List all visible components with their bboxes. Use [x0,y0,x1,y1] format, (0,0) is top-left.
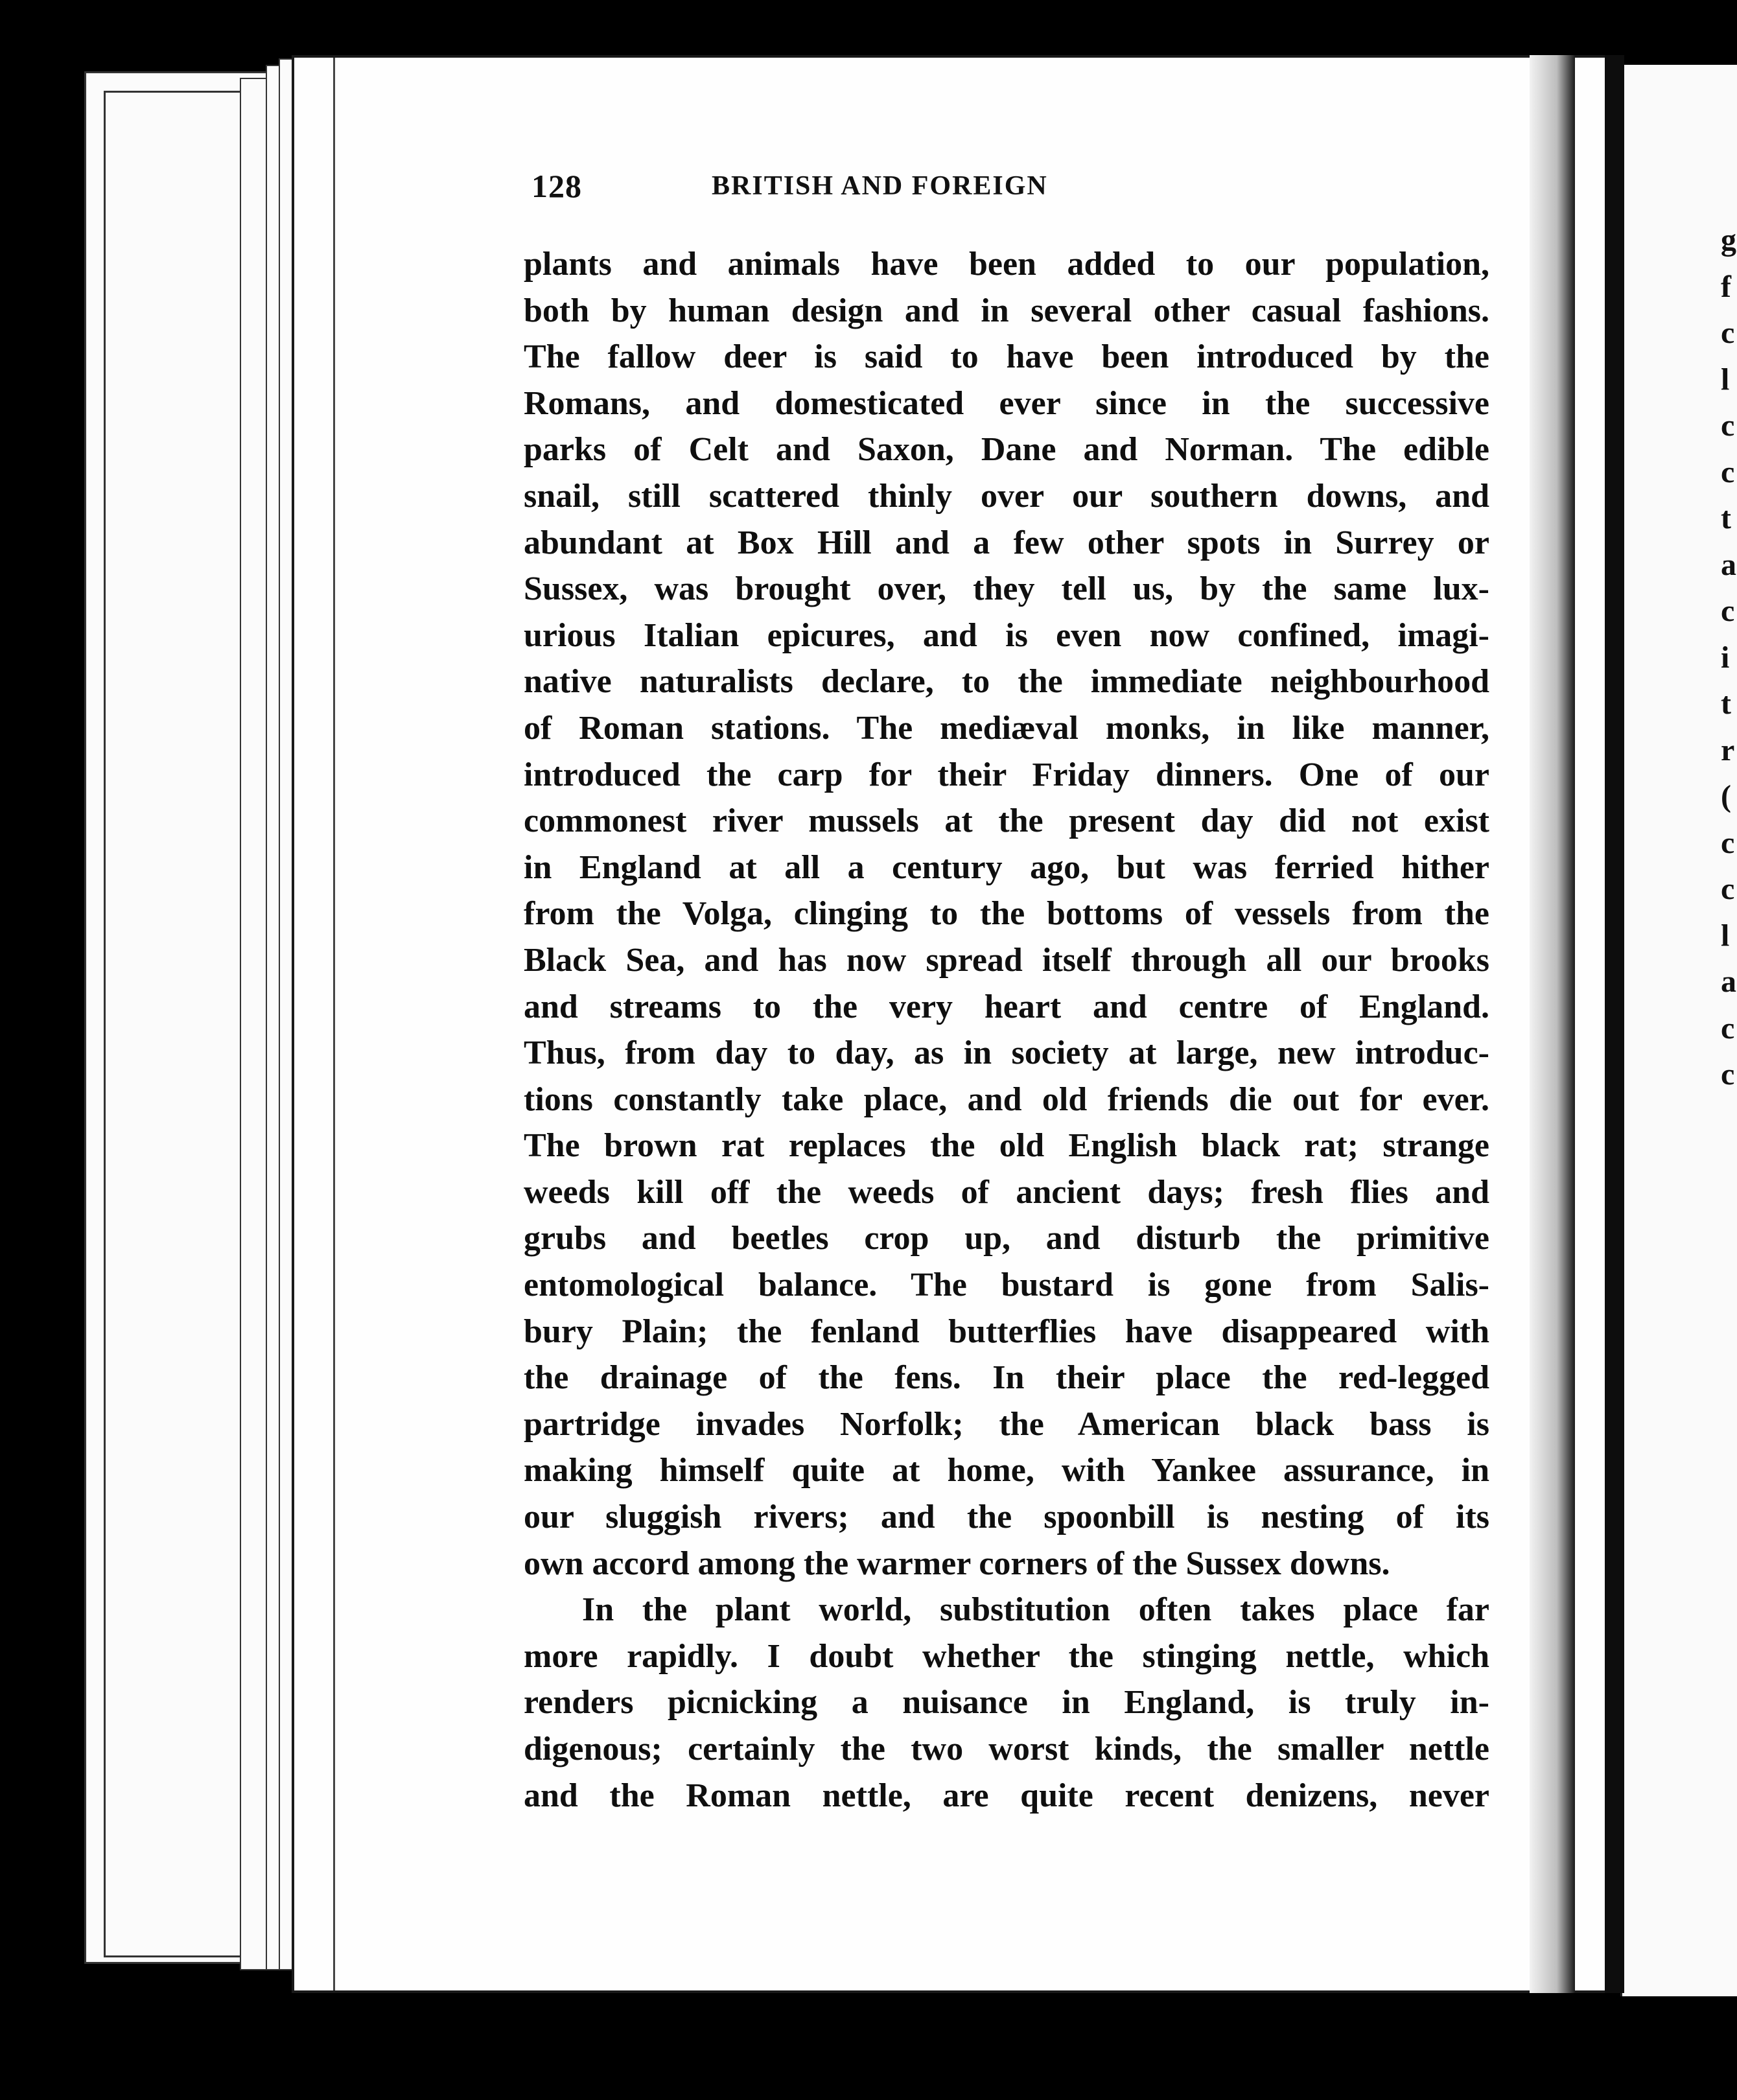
adjacent-page-letters [1721,217,1737,1098]
adjacent-page-letter: c [1721,316,1735,350]
text-line: in England at all a century ago, but was ferried hither [524,848,1489,886]
text-line: own accord among the warmer corners of the Sussex downs. [524,1545,1390,1582]
paragraph [524,241,1489,1587]
page-gutter-shadow [1530,55,1575,1993]
adjacent-page-letter: t [1721,501,1731,535]
text-line: and streams to the very heart and centre of England. [524,988,1489,1025]
adjacent-page [1620,65,1737,1996]
adjacent-page-letter: a [1721,547,1736,582]
text-line: digenous; certainly the two worst kinds, the smaller nettle [524,1731,1489,1768]
adjacent-page-letter: c [1721,872,1735,906]
text-line: commonest river mussels at the present day did not exist [524,802,1489,840]
text-line: tions constantly take place, and old friends die out for ever. [524,1080,1489,1118]
text-line: parks of Celt and Saxon, Dane and Norman. The edible [524,431,1489,469]
text-line: our sluggish rivers; and the spoonbill is nesting of its [524,1499,1489,1536]
text-line: snail, still scattered thinly over our southern downs, and [524,477,1489,515]
text-line: the drainage of the fens. In their place the red-legged [524,1359,1489,1397]
text-line: Romans, and domesticated ever since in the successive [524,384,1489,422]
text-line: making himself quite at home, with Yankee assurance, in [524,1452,1489,1489]
paragraph [524,1587,1489,1819]
adjacent-page-letter: c [1721,825,1735,860]
binding-crease [1605,55,1624,1993]
text-line: more rapidly. I doubt whether the stinging nettle, which [524,1637,1489,1675]
text-line: of Roman stations. The mediæval monks, in like manner, [524,709,1489,747]
text-line: The fallow deer is said to have been introduced by the [524,338,1489,376]
adjacent-page-letter: g [1721,223,1736,257]
adjacent-page-letter: c [1721,454,1735,489]
text-line: entomological balance. The bustard is gone from Salis- [524,1266,1489,1304]
text-line: both by human design and in several other casual fashions. [524,292,1489,329]
adjacent-page-letter: a [1721,964,1736,999]
text-line: from the Volga, clinging to the bottoms of vessels from the [524,895,1489,933]
adjacent-page-letter: f [1721,269,1731,304]
running-head [531,163,1212,209]
text-line: and the Roman nettle, are quite recent denizens, never [524,1777,1489,1814]
page-number: 128 [531,168,582,204]
body-text [524,241,1489,1819]
adjacent-page-letter: c [1721,408,1735,443]
text-line: grubs and beetles crop up, and disturb the primitive [524,1220,1489,1257]
text-line: native naturalists declare, to the immediate neighbourhood [524,663,1489,701]
text-line: Sussex, was brought over, they tell us, by the same lux- [524,570,1489,608]
adjacent-page-letter: i [1721,640,1730,675]
adjacent-page-letter: r [1721,732,1735,767]
text-line: bury Plain; the fenland butterflies have disappeared with [524,1312,1489,1350]
adjacent-page-letter: l [1721,918,1730,953]
text-line: urious Italian epicures, and is even now confined, imagi- [524,616,1489,654]
text-line: introduced the carp for their Friday dinners. One of our [524,756,1489,793]
adjacent-page-letter: l [1721,362,1730,397]
text-line: plants and animals have been added to our population, [524,246,1489,283]
adjacent-page-letter: ( [1721,779,1731,813]
text-line: weeds kill off the weeds of ancient days; fresh flies and [524,1173,1489,1211]
text-line: renders picnicking a nuisance in England, is truly in- [524,1684,1489,1721]
adjacent-page-letter: c [1721,1057,1735,1091]
text-line: Black Sea, and has now spread itself through all our brooks [524,941,1489,979]
text-line: The brown rat replaces the old English black rat; strange [524,1127,1489,1165]
text-line: partridge invades Norfolk; the American black bass is [524,1405,1489,1443]
adjacent-page-letter: c [1721,1010,1735,1045]
running-head-title: BRITISH AND FOREIGN [712,171,1048,201]
text-line: abundant at Box Hill and a few other spots in Surrey or [524,524,1489,561]
adjacent-page-letter: c [1721,594,1735,628]
text-line: In the plant world, substitution often takes place far [582,1591,1489,1629]
adjacent-page-letter: t [1721,686,1731,721]
text-line: Thus, from day to day, as in society at large, new introduc- [524,1034,1489,1072]
